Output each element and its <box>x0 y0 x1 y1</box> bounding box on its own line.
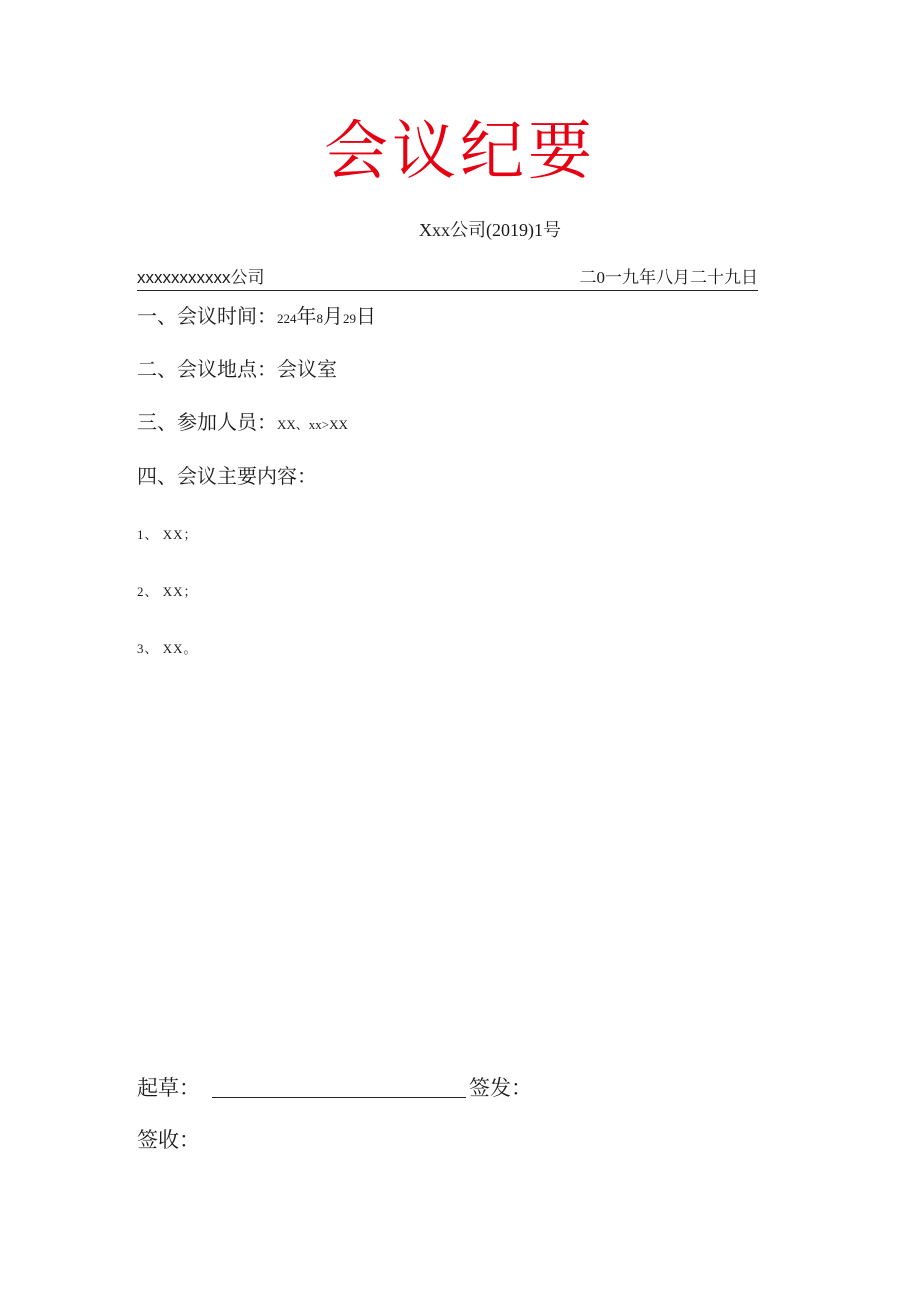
content-point: 3、 XX。 <box>137 641 198 656</box>
draft-signature-line <box>212 1097 466 1098</box>
meeting-location <box>137 355 337 383</box>
header-line <box>137 266 758 291</box>
draft-row <box>137 1073 557 1103</box>
document-number: Xxx公司(2019)1号 <box>419 220 561 240</box>
meeting-time-month-char: 月 <box>323 304 343 328</box>
content-point: 2、 XX； <box>137 584 198 599</box>
meeting-time-month-num: 8 <box>316 311 323 326</box>
receive-label: 签收： <box>137 1128 200 1152</box>
receive-row <box>137 1125 200 1155</box>
meeting-location-value: 会议室 <box>277 357 337 381</box>
meeting-participants <box>137 408 348 439</box>
meeting-location-label: 二、会议地点： <box>137 357 277 381</box>
meeting-time-year-char: 年 <box>296 304 317 328</box>
meeting-time-label: 一、会议时间： <box>137 304 277 328</box>
content-point: 1、 XX； <box>137 527 198 542</box>
meeting-participants-value: XX、xx>XX <box>277 417 348 432</box>
company-name: xxxxxxxxxxx公司 <box>137 268 265 287</box>
meeting-time-day-char: 日 <box>356 304 376 328</box>
meeting-content-heading: 四、会议主要内容： <box>137 464 317 488</box>
draft-label: 起草： <box>137 1076 200 1100</box>
meeting-time-day-num: 29 <box>343 311 356 326</box>
document-date: 二0一九年八月二十九日 <box>579 268 758 287</box>
issue-label: 签发： <box>469 1076 532 1100</box>
meeting-time-year-num: 224 <box>277 311 297 326</box>
meeting-participants-label: 三、参加人员： <box>137 410 277 434</box>
document-title: 会议纪要 <box>324 115 596 189</box>
meeting-time <box>137 302 376 333</box>
